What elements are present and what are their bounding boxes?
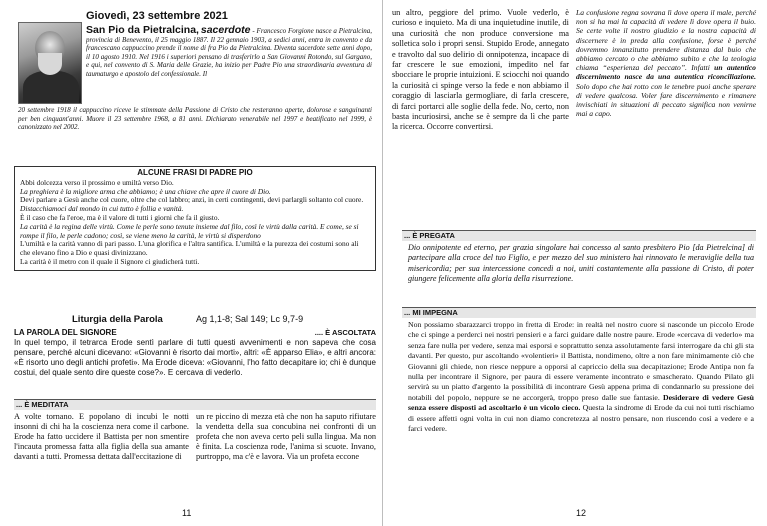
meditation-column-1: A volte tornano. E popolano di incubi le notti insonni di chi ha la coscienza nera come il carbone. Erode ha fatto uccidere il Battista per non smentire l'incauta promessa fatta alla figlia della sua amante davanti a tutti. Promessa dettata dall'eccitazione di — [14, 412, 189, 462]
right-page — [384, 0, 767, 526]
commitment-body: Non possiamo sbarazzarci troppo in fretta di Erode: in realtà nel nostro cuore si nasconde un piccolo Erode che ci spinge a perderci nei nostri pensieri e a farci guidare dalle nostre paure. Erode «cercava di vederlo» ma senza fare nulla per vedere, senza mai esporsi e soprattutto senza assolutamente farsi interrogare da chi gli sta davanti. Per questo, pur ascoltando «volentieri» il Battista, nondimeno, oltre a non fare minimamente ciò che Giovanni gli chiede, non riesce neppure a opporsi al capriccio della sua decapitazione; Erode Antipa non fa nulla per incontrare il Signore, per paura di essere veramente incontrato e smascherato. Quando Pilato gli servirà su un piatto d'argento la possibilità di incontrare Gesù appena prima di condannarlo su pressione dei notabili del popolo, neppure se ne accorgerà, troppo preso dalle sue fantasie. — [408, 320, 754, 402]
discernment-text-end: Solo dopo che hai rotto con le tenebre puoi anche sperare di vedere qualcosa. Voler fare discernimento e rimanere invischiati in situazioni di peccato significa non venirne mai a capo. — [576, 81, 756, 119]
liturgy-heading: Liturgia della Parola — [72, 314, 163, 325]
saying-line: È il caso che fa l'eroe, ma è il valore di tutti i giorni che fa il giusto. — [20, 212, 220, 222]
saying-line: Abbi dolcezza verso il prossimo e umiltà verso Dio. — [20, 177, 174, 187]
sayings-box — [14, 166, 376, 271]
ascoltata-label: .... È ASCOLTATA — [314, 328, 376, 337]
saying-line: L'umiltà e la carità vanno di pari passo. L'una glorifica e l'altra santifica. L'umiltà e la purezza dei costumi sono ali che elevano fino a Dio e quasi divinizzano. — [20, 239, 359, 258]
saint-photo — [18, 22, 82, 104]
meditation-column-4 — [576, 8, 756, 118]
sayings-heading: ALCUNE FRASI DI PADRE PIO — [137, 168, 253, 177]
gospel-text: In quel tempo, il tetrarca Erode sentì parlare di tutti questi avvenimenti e non sapeva che cosa pensare, perché alcuni dicevano: «Giovanni è risorto dai morti», altri: «È apparso Elia», e altri ancora: «È risorto uno degli antichi profeti». Ma Erode diceva: «Giovanni, l'ho fatto decapitare io; chi è dunque costui, del quale sento dire queste cose?». E cercava di vederlo. — [14, 338, 376, 377]
commitment-highlight: Desiderare di vedere Gesù senza essere disposti ad ascoltarlo è un vicolo cieco. — [408, 392, 754, 413]
saying-line: Devi parlare a Gesù anche col cuore, oltre che col labbro; anzi, in certi contingenti, devi parlargli soltanto col cuore. — [20, 195, 364, 205]
meditata-section-label: ... È MEDITATA — [14, 399, 376, 410]
saint-bio — [86, 26, 372, 79]
saint-role: sacerdote — [200, 24, 251, 36]
meditation-column-2: un re piccino di mezza età che non ha saputo rifiutare la vendetta della sua concubina nei confronti di un profeta che non aveva certo peli sulla lingua. Ma non è finita. La coscienza rode, l'anima si scuote. Invano, purtroppo, ma c'è e lavora. Via un profeta eccone — [196, 412, 376, 462]
left-page — [0, 0, 383, 526]
commitment-body-end: Questa la sindrome di Erode da cui noi tutti rischiamo di essere affetti ogni volta in cui non diamo concretezza al nostro pensare, non riuscendo così a vedere e a farci vedere. — [408, 403, 754, 434]
commitment-text — [408, 320, 754, 434]
saying-line: La carità è la regina delle virtù. Come le perle sono tenute insieme dal filo, così le virtù dalla carità. E come, se si rompe il filo, le perle cadono; così, se viene meno la carità, le virtù si disperdono — [20, 221, 359, 240]
gospel-reading — [14, 328, 376, 378]
liturgy-refs: Ag 1,1-8; Sal 149; Lc 9,7-9 — [196, 314, 304, 324]
saint-name: San Pio da Pietralcina, — [86, 24, 199, 36]
date-heading: Giovedì, 23 settembre 2021 — [86, 10, 228, 22]
saint-bio-text: - Francesco Forgione nasce a Pietralcina, provincia di Benevento, il 25 maggio 1887. Il 22 gennaio 1903, a sedici anni, entra in convento e da francescano cappuccino prende il nome di fra Pio da Pietralcina. Diventa sacerdote sette anni dopo, il 10 agosto 1910. Nel 1916 i superiori pensano di trasferirlo a San Giovanni Rotondo, sul Gargano, e qui, nel convento di S. Maria delle Grazie, ha inizio per Padre Pio una straordinaria avventura di taumaturgo e apostolo del confessionale. Il — [86, 27, 373, 78]
prayer-text: Dio onnipotente ed eterno, per grazia singolare hai concesso al santo presbitero Pio [da Pietrelcina] di partecipare alla croce del tuo Figlio, e per mezzo del suo ministero hai rinnovato le meraviglie della tua misericordia; per sua intercessione concedi a noi, uniti costantemente alla passione di Cristo, di poter giungere felicemente alla gloria della risurrezione. — [408, 243, 754, 284]
saying-line: La preghiera è la migliore arma che abbiamo; è una chiave che apre il cuore di Dio. — [20, 186, 271, 196]
page-number: 11 — [182, 508, 192, 518]
page-number: 12 — [576, 508, 587, 518]
saying-line: Distacchiamoci dal mondo in cui tutto è follia e vanità. — [20, 204, 184, 214]
discernment-highlight: un autentico discernimento nasce da una autentica riconciliazione. — [576, 63, 756, 82]
saint-bio-continued: 20 settembre 1918 il cappuccino riceve le stimmate della Passione di Cristo che resteranno aperte, dolorose e sanguinanti per ben cinquant'anni. Muore il 23 settembre 1968, a 81 anni. Dichiarato venerabile nel 1997 e beatificato nel 1999, è canonizzato nel 2002. — [18, 106, 372, 132]
discernment-text: La confusione regna sovrana lì dove opera il male, perché non si ha mai la capacità di vedere lì dove opera il buio. Se certe volte il nostro giudizio e la nostra capacità di discernere è in preda alla confusione, forse è perché dovremmo innanzitutto prendere distanza dal buio che abbiamo cercato o che abbiamo subito e che la teologia chiama “esperienza del peccato”. Infatti — [576, 8, 756, 73]
meditation-column-3: un altro, peggiore del primo. Vuole vederlo, è curioso e inquieto. Ma di una inquietudine inutile, di una curiosità che non produce conversione ma solletica solo i propri sensi. Stupido Erode, annegato e travolto dal suo delirio di onnipotenza, incapace di far crescere le sue emozioni, impedito nel far sbocciare le proprie intuizioni. E sciocchi noi quando la curiosità ci spinge verso la fede e non abbiamo il coraggio di lasciarla germogliare, di farla crescere, di farci portarci alle soglie della fede. No, certo, non basta incuriosirsi, anche se è sempre da lì che parte la ricerca. Occorre convertirsi. — [392, 8, 569, 132]
parola-label: LA PAROLA DEL SIGNORE — [14, 328, 117, 337]
pregata-section-label: ... È PREGATA — [402, 230, 756, 241]
saying-line: La carità è il metro con il quale il Signore ci giudicherà tutti. — [20, 256, 200, 266]
impegno-section-label: ... MI IMPEGNA — [402, 307, 756, 318]
